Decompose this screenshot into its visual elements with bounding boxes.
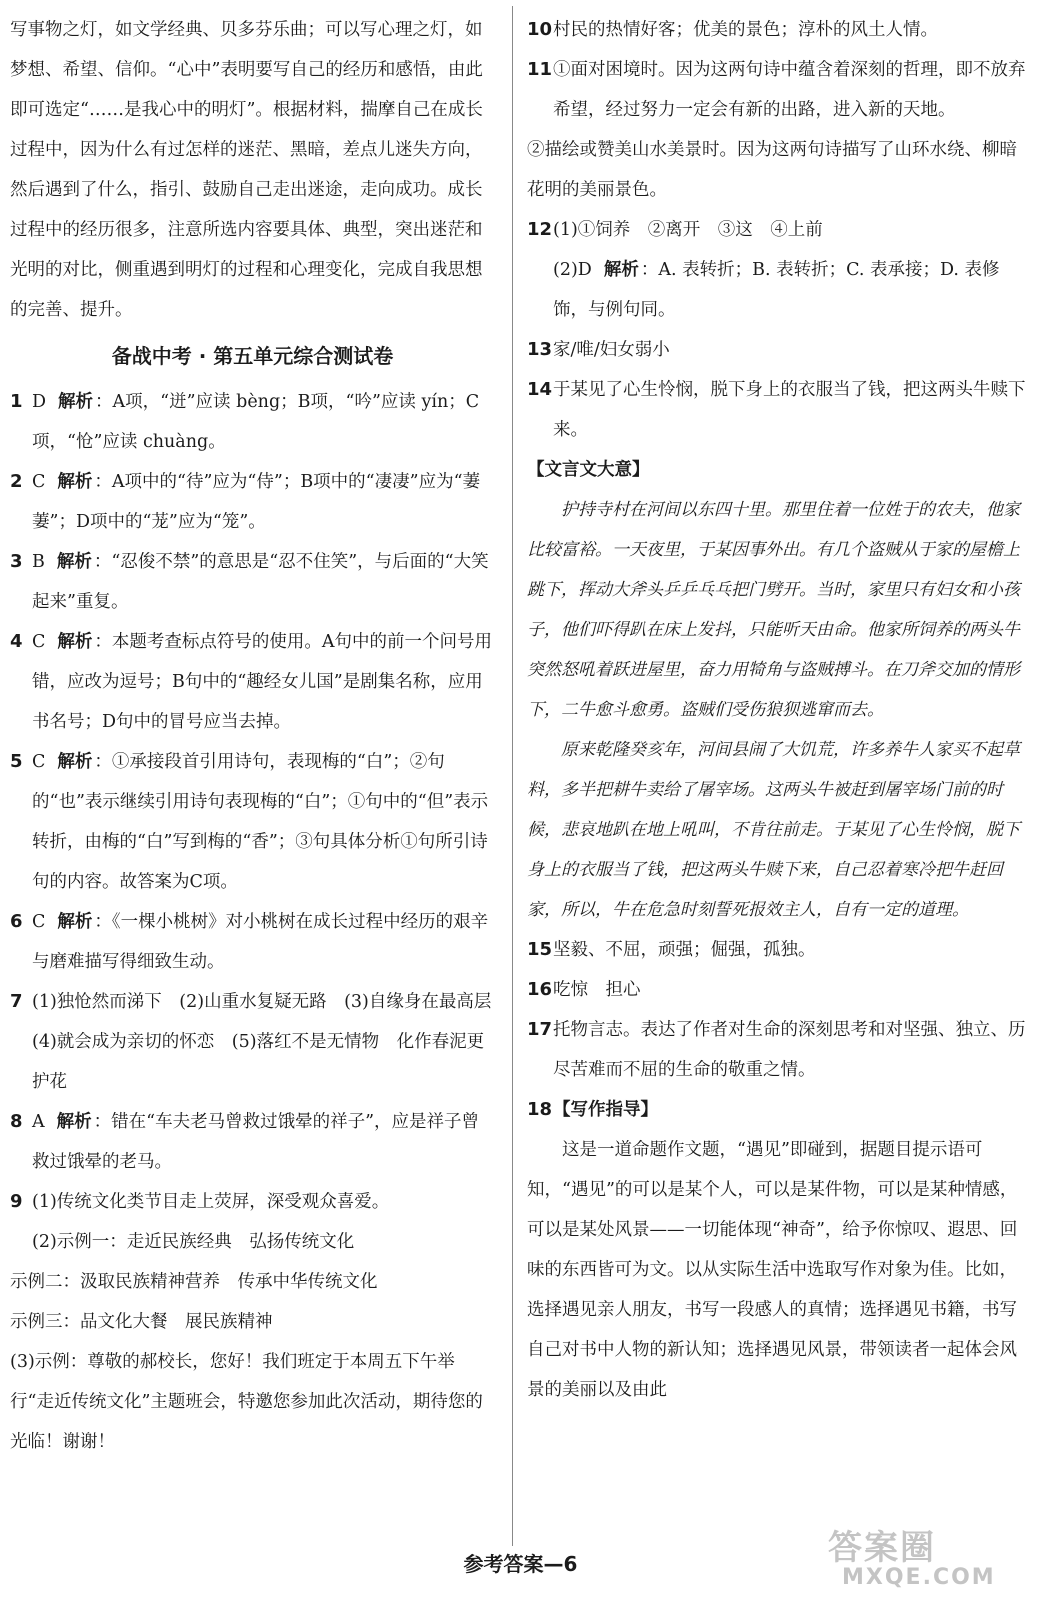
analysis-label: 解析: [56, 1112, 92, 1132]
answer-choice: C: [32, 632, 46, 652]
answer-item-3: [10, 542, 495, 622]
analysis-label: 解析: [603, 260, 639, 280]
answer-choice: C: [32, 472, 46, 492]
left-column: [10, 0, 509, 1462]
answer-choice: C: [32, 912, 46, 932]
answer-item-4: [10, 622, 495, 742]
right-column: [527, 0, 1027, 1410]
answer-text: 坚毅、不屈，顽强；倔强，孤独。: [553, 940, 816, 960]
item-number: 8: [10, 1111, 23, 1132]
answer-item-12: [527, 210, 1027, 250]
analysis-text: ：A. 表转折；B. 表转折；C. 表承接；D. 表修饰，与例句同。: [553, 260, 1000, 320]
answer-item-1: [10, 382, 495, 462]
item-number: 13: [527, 339, 553, 360]
writing-guide-title: 【写作指导】: [553, 1100, 658, 1120]
answer-text: (1)①饲养 ②离开 ③这 ④上前: [553, 220, 823, 240]
answer-item-8: [10, 1102, 495, 1182]
answer-text: 家/唯/妇女弱小: [553, 340, 670, 360]
answer-item-13: [527, 330, 1027, 370]
answer-choice: D: [32, 392, 47, 412]
analysis-text: ：A项，“迸”应读 bèng；B项，“吟”应读 yín；C项，“怆”应读 chuàng。: [32, 392, 480, 452]
answer-item-11: [527, 50, 1027, 130]
writing-guide-text: 这是一道命题作文题，“遇见”即碰到，据题目提示语可知，“遇见”的可以是某个人，可以是某件物，可以是某种情感，可以是某处风景——一切能体现“神奇”，给予你惊叹、遐思、回味的东西皆可为文。以从实际生活中选取写作对象为佳。比如，选择遇见亲人朋友，书写一段感人的真情；选择遇见书籍，书写自己对书中人物的新认知；选择遇见风景，带领读者一起体会风景的美丽以及由此: [527, 1140, 1018, 1400]
intro-paragraph: 写事物之灯，如文学经典、贝多芬乐曲；可以写心理之灯，如梦想、希望、信仰。“心中”表明要写自己的经历和感悟，由此即可选定“……是我心中的明灯”。根据材料，揣摩自己在成长过程中，因为什么有过怎样的迷茫、黑暗，差点儿迷失方向，然后遇到了什么，指引、鼓励自己走出迷途，走向成功。成长过程中的经历很多，注意所选内容要具体、典型，突出迷茫和光明的对比，侧重遇到明灯的过程和心理变化，完成自我思想的完善、提升。: [10, 20, 483, 320]
analysis-label: 解析: [58, 392, 94, 412]
answer-item-15: [527, 930, 1027, 970]
page-footer: 参考答案—6: [463, 1552, 578, 1576]
item-number: 10: [527, 19, 553, 40]
analysis-label: 解析: [57, 752, 93, 772]
item-number: 4: [10, 631, 23, 652]
answer-text: 于某见了心生怜悯，脱下身上的衣服当了钱，把这两头牛赎下来。: [553, 380, 1026, 440]
analysis-text: ：本题考查标点符号的使用。A句中的前一个问号用错，应改为逗号；B句中的“趣经女儿国”是剧集名称，应用书名号；D句中的冒号应当去掉。: [32, 632, 493, 732]
answer-text: 吃惊 担心: [553, 980, 641, 1000]
watermark-logo: [828, 1530, 1028, 1594]
answer-choice: C: [32, 752, 46, 772]
answer-item-2: [10, 462, 495, 542]
answer-line: ②描绘或赞美山水美景时。因为这两句诗描写了山环水绕、柳暗花明的美丽景色。: [527, 140, 1017, 200]
item-number: 11: [527, 59, 553, 80]
analysis-text: ：《一棵小桃树》对小桃树在成长过程中经历的艰辛与磨难描写得细致生动。: [32, 912, 489, 972]
item-number: 6: [10, 911, 23, 932]
poem-fill-answers: (1)独怆然而涕下 (2)山重水复疑无路 (3)自缘身在最高层 (4)就会成为亲切的怀恋 (5)落红不是无情物 化作春泥更护花: [32, 992, 509, 1092]
column-divider: [512, 6, 513, 1546]
section-title: 备战中考 · 第五单元综合测试卷: [111, 344, 394, 368]
answer-choice: A: [32, 1112, 45, 1132]
item-number: 3: [10, 551, 23, 572]
answer-list-left: [10, 382, 509, 1462]
answer-choice: (2)D: [553, 260, 592, 280]
classical-translation-paragraph: 护持寺村在河间以东四十里。那里住着一位姓于的农夫，他家比较富裕。一天夜里，于某因事外出。有几个盗贼从于家的屋檐上跳下，挥动大斧头乒乒乓乓把门劈开。当时，家里只有妇女和小孩子，他们吓得趴在床上发抖，只能听天由命。他家所饲养的两头牛突然怒吼着跃进屋里，奋力用犄角与盗贼搏斗。在刀斧交加的情形下，二牛愈斗愈勇。盗贼们受伤狼狈逃窜而去。: [527, 500, 1020, 720]
analysis-label: 解析: [56, 552, 92, 572]
item-number: 1: [10, 391, 23, 412]
answer-text: 村民的热情好客；优美的景色；淳朴的风土人情。: [553, 20, 938, 40]
item-number: 18: [527, 1099, 553, 1120]
item-number: 14: [527, 379, 553, 400]
item-number: 16: [527, 979, 553, 1000]
analysis-text: ：①承接段首引用诗句，表现梅的“白”；②句的“也”表示继续引用诗句表现梅的“白”；①句中的“但”表示转折，由梅的“白”写到梅的“香”；③句具体分析①句所引诗句的内容。故答案为C项。: [32, 752, 489, 892]
answer-line: 示例二：汲取民族精神营养 传承中华传统文化: [10, 1272, 378, 1292]
answer-item-16: [527, 970, 1027, 1010]
answer-item-18: [527, 1090, 1027, 1130]
item-number: 15: [527, 939, 553, 960]
classical-translation-paragraph: 原来乾隆癸亥年，河间县闹了大饥荒，许多养牛人家买不起草料，多半把耕牛卖给了屠宰场。这两头牛被赶到屠宰场门前的时候，悲哀地趴在地上吼叫，不肯往前走。于某见了心生怜悯，脱下身上的衣服当了钱，把这两头牛赎下来，自己忍着寒冷把牛赶回家，所以，牛在危急时刻誓死报效主人，自有一定的道理。: [527, 740, 1020, 920]
answer-item-6: [10, 902, 495, 982]
answer-text: 托物言志。表达了作者对生命的深刻思考和对坚强、独立、历尽苦难而不屈的生命的敬重之情。: [553, 1020, 1026, 1080]
answer-choice: B: [32, 552, 45, 572]
watermark-text: 答案圈: [828, 1528, 936, 1568]
analysis-label: 解析: [57, 472, 93, 492]
analysis-text: ：错在“车夫老马曾救过饿晕的祥子”，应是祥子曾救过饿晕的老马。: [32, 1112, 480, 1172]
answer-item-5: [10, 742, 495, 902]
item-number: 9: [10, 1191, 23, 1212]
answer-line: (3)示例：尊敬的郝校长，您好！我们班定于本周五下午举行“走近传统文化”主题班会，特邀您参加此次活动，期待您的光临！谢谢！: [10, 1352, 483, 1452]
item-number: 12: [527, 219, 553, 240]
answer-item-9: [10, 1182, 495, 1262]
answer-line: (1)传统文化类节目走上荧屏，深受观众喜爱。: [32, 1192, 390, 1212]
answer-line: 示例三：品文化大餐 展民族精神: [10, 1312, 273, 1332]
classical-translation-title: 【文言文大意】: [527, 460, 650, 480]
answer-item-7: [10, 982, 509, 1102]
watermark-url: MXQE.COM: [842, 1565, 996, 1590]
item-number: 2: [10, 471, 23, 492]
item-number: 7: [10, 991, 23, 1012]
answer-item-12-part2: [527, 250, 1027, 330]
item-number: 17: [527, 1019, 553, 1040]
analysis-label: 解析: [57, 632, 93, 652]
analysis-text: ：A项中的“待”应为“侍”；B项中的“凄凄”应为“萋萋”；D项中的“茏”应为“笼”。: [32, 472, 481, 532]
answer-line: (2)示例一：走近民族经典 弘扬传统文化: [32, 1232, 355, 1252]
answer-item-10: [527, 10, 1027, 50]
item-number: 5: [10, 751, 23, 772]
answer-item-17: [527, 1010, 1027, 1090]
answer-line: ①面对困境时。因为这两句诗中蕴含着深刻的哲理，即不放弃希望，经过努力一定会有新的出路，进入新的天地。: [553, 60, 1026, 120]
answer-item-14: [527, 370, 1027, 450]
analysis-label: 解析: [57, 912, 93, 932]
analysis-text: ：“忍俊不禁”的意思是“忍不住笑”，与后面的“大笑起来”重复。: [32, 552, 489, 612]
